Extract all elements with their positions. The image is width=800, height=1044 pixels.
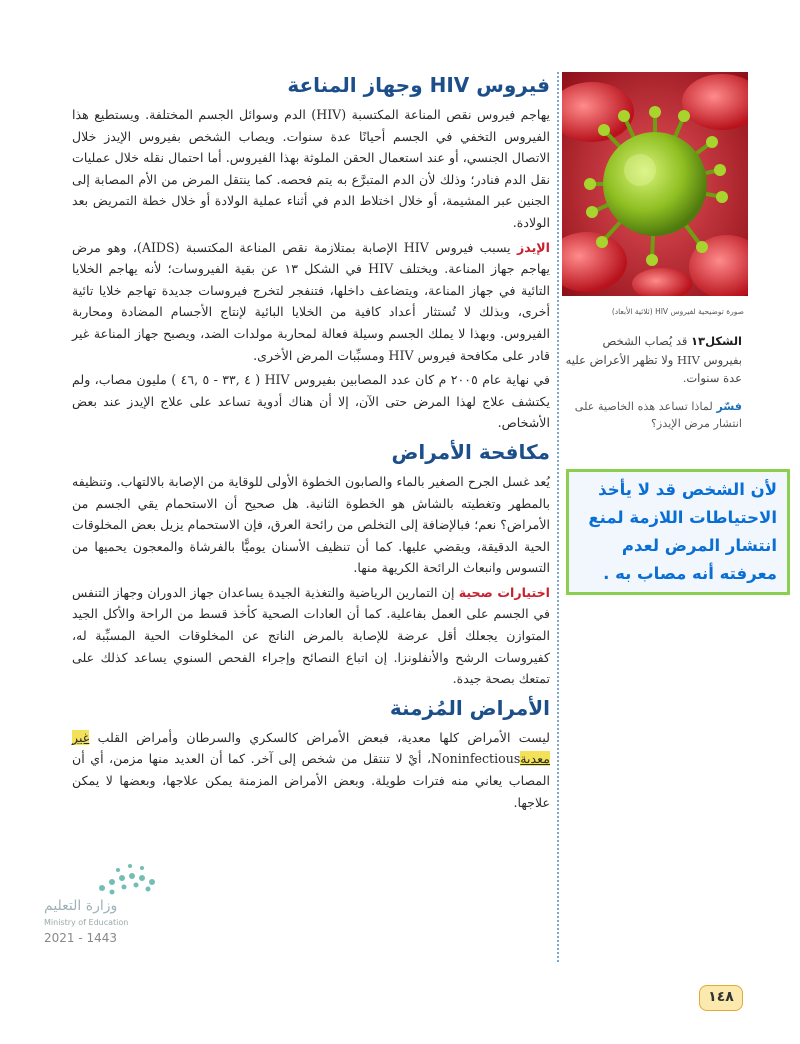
figure-label: الشكل١٣ — [691, 334, 742, 348]
logo-ministry-name: وزارة التعليم — [44, 898, 118, 914]
answer-box: لأن الشخص قد لا يأخذ الاحتياطات اللازمة لمنع انتشار المرض لعدم معرفته أنه مصاب به . — [566, 469, 790, 595]
paragraph-chronic — [72, 727, 550, 813]
sidebar — [562, 72, 748, 433]
paragraph-hygiene: يُعد غسل الجرح الصغير بالماء والصابون الخطوة الأولى للوقاية من الإصابة بالالتهاب. وتنظيفه بالمطهر وتغطيته بالشاش هو الخطوة الثانية. هل صحيح أن الاستحمام يقي الجسم من الأمراض؟ نعم؛ فبالإضافة إلى التخلص من رائحة العرق، فإن الاستحمام يزيل بعض المخلوقات الحية الدقيقة، ويقضي عليها. كما أن تنظيف الأسنان يوميًّا بالفرشاة والمعجون يحميها من التسوس وانبعاث الرائحة الكريهة منها. — [72, 473, 550, 576]
logo-dots-icon — [92, 858, 202, 898]
chronic-text-a: ليست الأمراض كلها معدية، فبعض الأمراض كالسكري والسرطان وأمراض القلب — [89, 729, 550, 745]
photo-caption: صورة توضيحية لفيروس HIV (ثلاثية الأبعاد) — [611, 307, 744, 316]
column-divider — [557, 72, 559, 962]
paragraph-aids-body: يسبب فيروس HIV الإصابة بمتلازمة نقص المناعة المكتسبة (AIDS)، وهو مرض يهاجم جهاز المناعة. ويختلف HIV في الشكل ١٣ عن بقية الفيروسات؛ لأنه يهاجم الخلايا التائية في جهاز المناعة، ويتضاعف داخلها، فتنفجر لتخرج فيروسات جديدة تهاجم خلايا تائية أخرى، وبذلك لا تُستثار أعداد كافية من الخلايا البائية لإنتاج الأجسام المضادة ومحاربة الفيروس. وبهذا لا يملك الجسم وسيلة فعالة لمحاربة مولدات الضد، ويصبح جهاز المناعة غير قادر على مكافحة فيروس HIV ومسبِّبات المرض الأخرى. — [72, 239, 550, 363]
hiv-virus-image — [562, 72, 748, 296]
figure-text: قد يُصاب الشخص بفيروس HIV ولا تظهر الأعراض عليه عدة سنوات. — [565, 334, 742, 385]
explain-label: فسّر — [716, 399, 742, 413]
paragraph-healthy-choices — [72, 582, 550, 690]
term-healthy-choices: اختيارات صحية — [458, 584, 550, 600]
chronic-text-b: Noninfectious، أيْ لا تنتقل من شخص إلى آخر. كما أن العديد منها مزمن، أي أن المصاب يعاني منه فترات طويلة. وبعض الأمراض المزمنة يمكن علاجها، وبعضها لا يمكن علاجها. — [72, 751, 550, 810]
section-title-disease-control: مكافحة الأمراض — [391, 439, 550, 464]
paragraph-aids — [72, 237, 550, 367]
logo-ministry-en: Ministry of Education — [44, 918, 129, 927]
term-noninfectious: غير معدية — [72, 729, 550, 767]
ministry-logo — [42, 858, 242, 978]
paragraph-hiv-intro: يهاجم فيروس نقص المناعة المكتسبة (HIV) الدم وسوائل الجسم المختلفة. ويستطيع هذا الفيروس التخفي في الجسم أحيانًا عدة سنوات. ويصاب الشخص بفيروس الإيدز خلال الاتصال الجنسي، أو عند استعمال الحقن الملوثة بهذا الفيروس. أما احتمال نقله خلال عمليات نقل الدم فنادر؛ وذلك لأن الدم المتبرَّع به يتم فحصه. كما ينتقل المرض من الأم المصابة إلى الجنين عبر المشيمة، أو خلال اختلاط الدم في أثناء عملية الولادة أو خلال خطة التمريض بعد الولادة. — [72, 107, 550, 230]
explain-text: لماذا تساعد هذه الخاصية على انتشار مرض الإيدز؟ — [574, 399, 742, 430]
figure-13-caption — [562, 332, 742, 388]
page-number: ١٤٨ — [699, 985, 743, 1011]
explain-question — [574, 398, 742, 433]
section-title-chronic: الأمراض المُزمنة — [389, 695, 550, 720]
paragraph-statistics: في نهاية عام ٢٠٠٥ م كان عدد المصابين بفيروس HIV ( ٤ ,٣٣ - ٥ ,٤٦ ) مليون مصاب، ولم يكتشف علاج لهذا المرض حتى الآن، إلا أن هناك أدوية تساعد على علاج الإيدز عند بعض الأشخاص. — [72, 372, 551, 431]
main-column — [72, 70, 550, 816]
term-aids: الإيدز — [517, 239, 550, 255]
paragraph-healthy-choices-body: إن التمارين الرياضية والتغذية الجيدة يساعدان جهاز الدوران وجهاز التنفس في الجسم على العمل بفاعلية. كما أن العادات الصحية كأخذ قسط من الراحة والأكل الجيد المتوازن يجعلك أقل عرضة للإصابة بالمرض الناتج عن المخلوقات الحية المسبِّبة له، كفيروسات الرشح والأنفلونزا. إن اتباع النصائح وإجراء الفحص السنوي يساعد كذلك على تمتعك بصحة جيدة. — [72, 584, 550, 687]
logo-year: 2021 - 1443 — [44, 931, 118, 945]
section-title-hiv: فيروس HIV وجهاز المناعة — [287, 73, 550, 97]
